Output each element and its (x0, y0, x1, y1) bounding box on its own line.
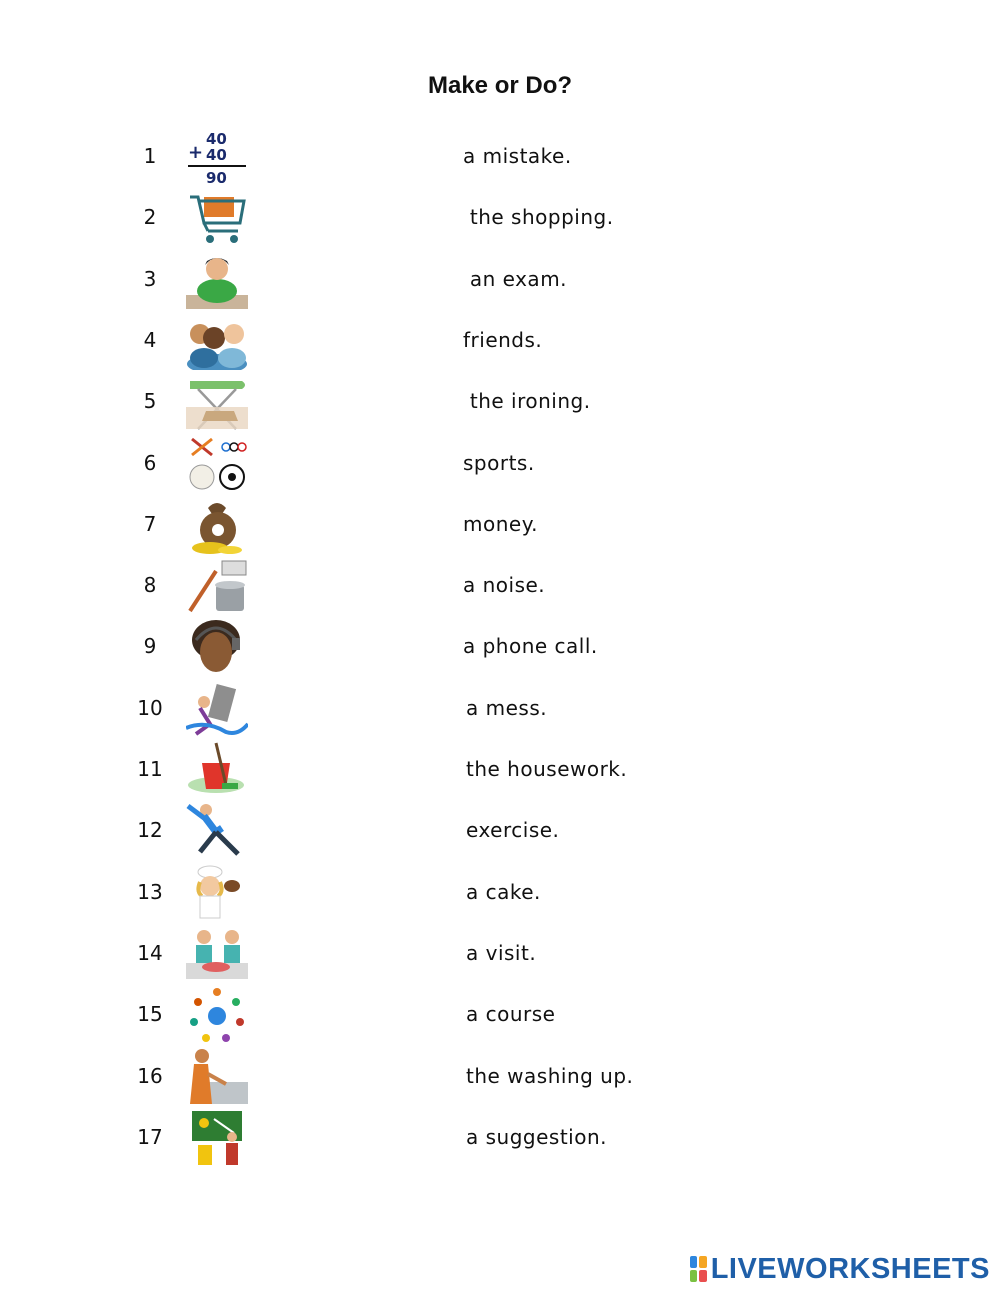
item-phrase: sports. (463, 450, 535, 475)
item-number: 5 (143, 389, 157, 414)
money-bag-icon (186, 496, 248, 554)
item-number: 17 (137, 1124, 163, 1149)
math-result-number: 90 (206, 169, 227, 186)
item-phrase: a course (466, 1002, 556, 1027)
list-item (0, 800, 1000, 861)
list-item (0, 310, 1000, 371)
people-circle-globe-icon (186, 986, 248, 1044)
item-number: 10 (137, 695, 163, 720)
item-phrase: the ironing. (463, 389, 591, 414)
bucket-mop-icon (186, 741, 248, 799)
list-item (0, 678, 1000, 739)
list-item (0, 433, 1000, 494)
item-phrase: an exam. (463, 266, 568, 291)
student-writing-icon (186, 251, 248, 309)
item-number: 9 (143, 634, 157, 659)
item-phrase: a mess. (466, 695, 548, 720)
liveworksheets-logo (690, 1252, 990, 1286)
list-item (0, 494, 1000, 555)
item-phrase: a cake. (466, 879, 541, 904)
exercising-person-icon (186, 802, 248, 860)
item-phrase: exercise. (466, 818, 560, 843)
item-number: 13 (137, 879, 163, 904)
list-item (0, 555, 1000, 616)
logo-mark-icon (690, 1256, 707, 1282)
logo-text: LIVEWORKSHEETS (710, 1252, 990, 1285)
item-phrase: the shopping. (463, 205, 614, 230)
item-phrase: a noise. (463, 573, 546, 598)
math-mid-number: 40 (206, 146, 227, 164)
list-item (0, 984, 1000, 1045)
list-item (0, 616, 1000, 677)
page-title: Make or Do? (427, 72, 573, 99)
item-phrase: a phone call. (463, 634, 598, 659)
item-number: 14 (137, 940, 163, 965)
list-item (0, 862, 1000, 923)
list-item (0, 371, 1000, 432)
item-number: 4 (143, 327, 157, 352)
list-item (0, 249, 1000, 310)
item-phrase: the washing up. (466, 1063, 634, 1088)
item-number: 12 (137, 818, 163, 843)
presentation-board-icon (186, 1109, 248, 1167)
item-number: 6 (143, 450, 157, 475)
item-number: 1 (143, 144, 157, 168)
doctor-visit-icon (186, 925, 248, 983)
item-phrase: money. (463, 511, 539, 536)
washing-up-icon (186, 1048, 248, 1106)
math-top-number: 40 (206, 130, 227, 148)
item-number: 15 (137, 1002, 163, 1027)
item-phrase: friends. (463, 327, 543, 352)
list-item (0, 126, 1000, 187)
item-phrase: a suggestion. (466, 1124, 607, 1149)
item-number: 16 (137, 1063, 163, 1088)
list-item (0, 187, 1000, 248)
list-item (0, 739, 1000, 800)
baker-chef-icon (186, 864, 248, 922)
friends-group-icon (186, 312, 248, 370)
item-phrase: the housework. (466, 757, 628, 781)
svg-text:+: + (188, 142, 204, 163)
item-phrase: a visit. (466, 940, 537, 965)
item-number: 3 (143, 266, 157, 291)
shopping-cart-icon (186, 189, 248, 247)
item-number: 7 (143, 511, 157, 536)
item-number: 2 (143, 205, 157, 230)
pot-noise-icon (186, 557, 248, 615)
item-phrase: a mistake. (463, 144, 572, 168)
list-item (0, 1107, 1000, 1168)
list-item (0, 923, 1000, 984)
spilled-mess-icon (186, 680, 248, 738)
headset-operator-icon (186, 618, 248, 676)
sports-balls-icon (186, 435, 248, 493)
item-number: 8 (143, 573, 157, 598)
math-addition-icon (186, 128, 248, 186)
ironing-board-icon (186, 373, 248, 431)
list-item (0, 1046, 1000, 1107)
item-number: 11 (137, 757, 163, 781)
